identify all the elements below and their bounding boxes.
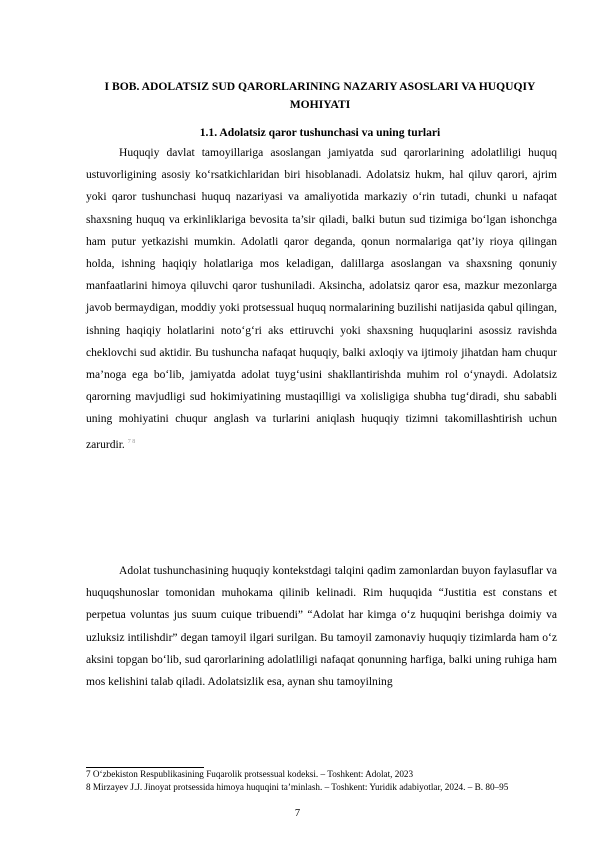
footnote-8: 8 Mirzayev J.J. Jinoyat protsessida himoya huquqini ta’minlash. – Toshkent: Yuridik adabiyotlar, 2024. – B. 80–95 [86, 782, 509, 792]
body-paragraph-2 [86, 560, 557, 693]
body-paragraph-1 [86, 142, 557, 456]
paragraph-1-text: Huquqiy davlat tamoyillariga asoslangan jamiyatda sud qarorlarining adolatliligi huquq ustuvorligining asosiy ko‘rsatkichlaridan biri hisoblanadi. Adolatsiz hukm, hal qiluv qarori, ajrim yoki qaror tushunchasi huquq nazariyasi va amaliyotida markaziy o‘rin tutadi, chunki u nafaqat shaxsning huquq va erkinliklariga bevosita ta’sir qiladi, balki butun sud tizimiga bo‘lgan ishonchga ham putur yetkazishi mumkin. Adolatli qaror deganda, qonun normalariga qat’iy rioya qilingan holda, ishning haqiqiy holatlariga mos keladigan, dalillarga asoslangan va shaxsning qonuniy manfaatlarini himoya qiluvchi qaror tushuniladi. Aksincha, adolatsiz qaror esa, mazkur mezonlarga javob bermaydigan, moddiy yoki protsessual huquq normalarining buzilishi natijasida qabul qilingan, ishning haqiqiy holatlarini noto‘g‘ri aks ettiruvchi yoki shaxsning huquqlarini asossiz ravishda cheklovchi sud aktidir. Bu tushuncha nafaqat huquqiy, balki axloqiy va ijtimoiy jihatdan ham chuqur ma’noga ega bo‘lib, jamiyatda adolat tuyg‘usini shakllantirishda muhim rol o‘ynaydi. Adolatsiz qarorning mavjudligi sud hokimiyatining mustaqilligi va xolisligiga shubha tug‘diradi, shu sababli uning mohiyatini chuqur anglash va turlarini aniqlash huquqiy tizimni takomillashtirish uchun zarurdir. [86, 147, 557, 451]
section-title: 1.1. Adolatsiz qaror tushunchasi va uning turlari [199, 126, 441, 139]
footnote-7: 7 O‘zbekiston Respublikasining Fuqarolik protsessual kodeksi. – Toshkent: Adolat, 2023 [86, 769, 414, 779]
page-number: 7 [294, 808, 301, 819]
paragraph-2-text: Adolat tushunchasining huquqiy kontekstdagi talqini qadim zamonlardan buyon faylasuflar va huquqshunoslar tomonidan muhokama qilinib kelinadi. Rim huquqida “Justitia est constans et perpetua voluntas jus suum cuique tribuendi” “Adolat har kimga o‘z huquqini berishga doimiy va uzluksiz intilishdir” degan tamoyil ilgari surilgan. Bu tamoyil zamonaviy huquqiy tizimlarda ham o‘z aksini topgan bo‘lib, sud qarorlarining adolatliligi nafaqat qonunning harfiga, balki uning ruhiga ham mos kelishini talab qiladi. Adolatsizlik esa, aynan shu tamoyilning [86, 565, 557, 689]
footnote-reference: 7 8 [127, 438, 136, 445]
chapter-title: I BOB. ADOLATSIZ SUD QARORLARINING NAZARIY ASOSLARI VA HUQUQIY MOHIYATI [104, 80, 536, 111]
